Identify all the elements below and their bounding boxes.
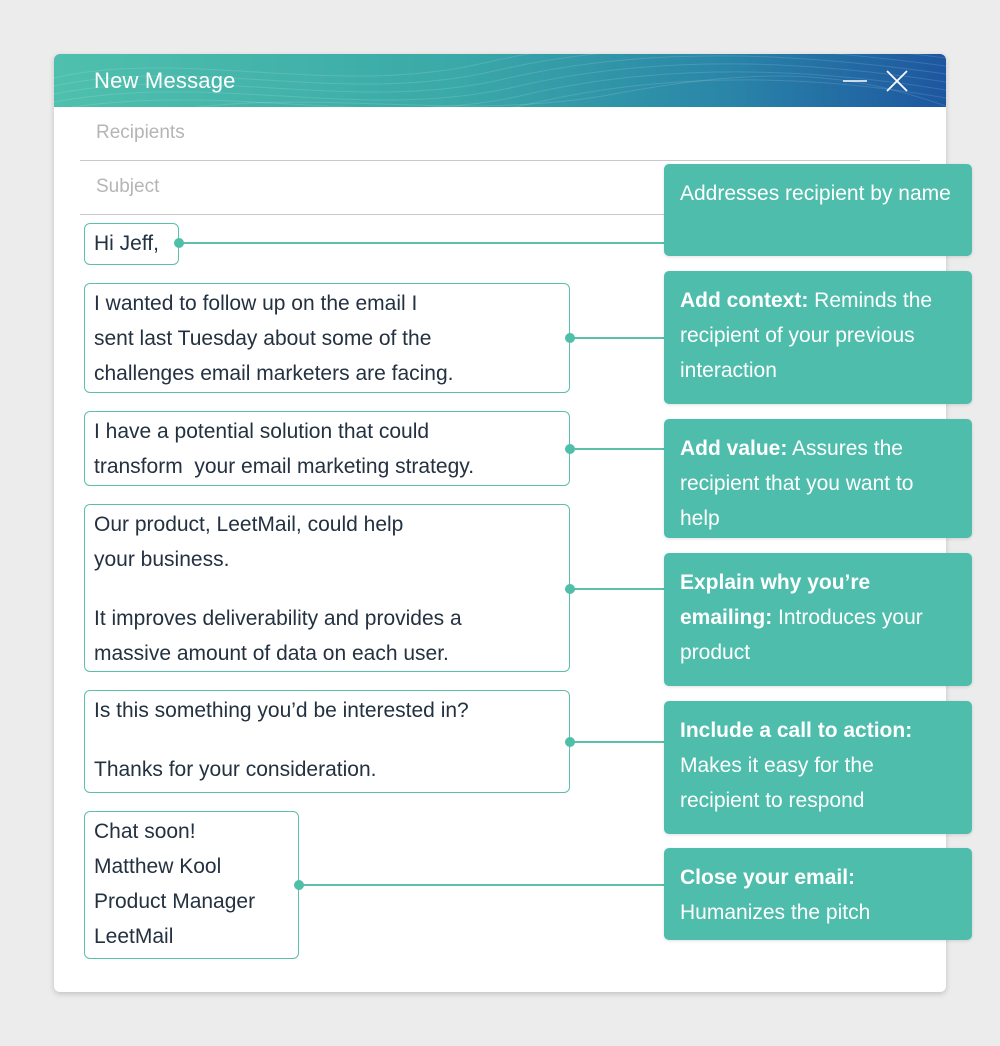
why-line: your business. (94, 548, 230, 571)
minimize-icon (840, 66, 870, 96)
callout-title: Close your email: (680, 866, 856, 889)
value-line: transform your email marketing strategy. (94, 455, 475, 478)
callout-title: Include a call to action: (680, 719, 913, 742)
close-icon (882, 66, 912, 96)
minimize-button[interactable] (840, 66, 870, 96)
connector-line (570, 588, 665, 590)
closing-line: Chat soon! (94, 820, 196, 843)
window-titlebar[interactable] (54, 54, 946, 107)
callout-text: Makes it easy for the recipient to respond (680, 754, 874, 812)
callout-why (664, 553, 972, 686)
callout-text: Humanizes the pitch (680, 901, 871, 924)
value-box[interactable] (84, 411, 570, 486)
connector-line (179, 242, 665, 244)
connector-line (299, 884, 665, 886)
closing-line: Product Manager (94, 890, 256, 913)
context-line: sent last Tuesday about some of the (94, 327, 432, 350)
window-title: New Message (94, 68, 236, 93)
connector-dot (294, 880, 304, 890)
cta-line: Thanks for your consideration. (94, 758, 377, 781)
why-line: massive amount of data on each user. (94, 642, 449, 665)
why-line: Our product, LeetMail, could help (94, 513, 404, 536)
callout-value (664, 419, 972, 538)
connector-line (570, 448, 665, 450)
callout-context (664, 271, 972, 404)
closing-line: Matthew Kool (94, 855, 222, 878)
callout-text: Addresses recipient by name (680, 182, 951, 205)
paragraph-gap (94, 728, 560, 752)
callout-greeting (664, 164, 972, 256)
greeting-line: Hi Jeff, (94, 232, 159, 255)
context-line: I wanted to follow up on the email I (94, 292, 418, 315)
cta-box[interactable] (84, 690, 570, 793)
connector-dot (565, 333, 575, 343)
recipients-input[interactable] (94, 121, 658, 145)
connector-dot (565, 737, 575, 747)
closing-box[interactable] (84, 811, 299, 959)
paragraph-gap (94, 577, 560, 601)
subject-input[interactable] (94, 175, 658, 199)
connector-line (570, 337, 665, 339)
context-box[interactable] (84, 283, 570, 393)
cta-line: Is this something you’d be interested in? (94, 699, 469, 722)
connector-dot (565, 444, 575, 454)
greeting-box[interactable] (84, 223, 179, 265)
callout-text: Assures the recipient that you want to help (680, 437, 914, 530)
why-line: It improves deliverability and provides a (94, 607, 462, 630)
callout-title: Add value: (680, 437, 788, 460)
callout-closing (664, 848, 972, 940)
value-line: I have a potential solution that could (94, 420, 430, 443)
closing-line: LeetMail (94, 925, 174, 948)
callout-text: Introduces your product (680, 606, 923, 664)
context-line: challenges email marketers are facing. (94, 362, 454, 385)
recipients-field-row (80, 107, 920, 161)
connector-line (570, 741, 665, 743)
why-box[interactable] (84, 504, 570, 672)
callout-title: Add context: (680, 289, 809, 312)
callout-cta (664, 701, 972, 834)
connector-dot (174, 238, 184, 248)
close-button[interactable] (882, 66, 912, 96)
callout-title: Explain why you’re emailing: (680, 571, 871, 629)
connector-dot (565, 584, 575, 594)
callout-text: Reminds the recipient of your previous interaction (680, 289, 933, 382)
